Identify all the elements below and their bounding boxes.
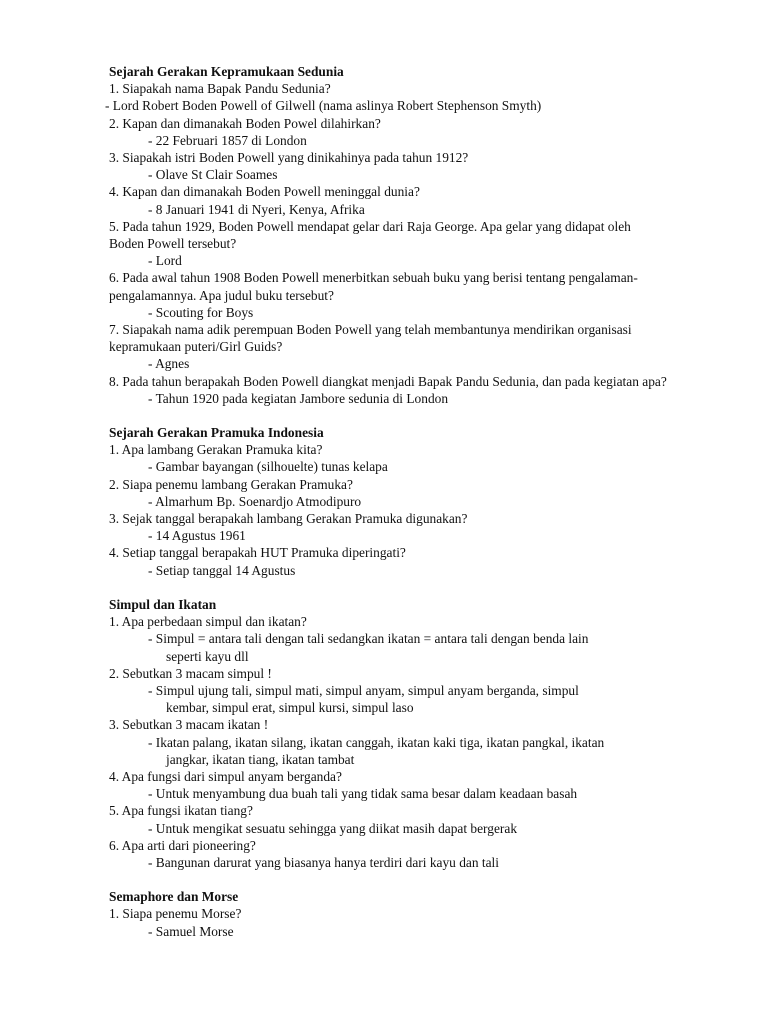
answer bbox=[109, 166, 669, 183]
question: 1. Siapakah nama Bapak Pandu Sedunia? bbox=[109, 81, 331, 97]
document-body bbox=[105, 63, 669, 957]
answer-line: - Almarhum Bp. Soenardjo Atmodipuro bbox=[148, 493, 362, 509]
answer-line: - Lord bbox=[148, 253, 182, 269]
answer bbox=[109, 923, 669, 940]
answer-line: - Tahun 1920 pada kegiatan Jambore sedunia di London bbox=[148, 390, 449, 406]
answer bbox=[109, 527, 669, 544]
answer bbox=[109, 390, 669, 407]
answer bbox=[109, 562, 669, 579]
answer bbox=[109, 785, 669, 802]
answer-line: - Untuk menyambung dua buah tali yang tidak sama besar dalam keadaan basah bbox=[148, 786, 578, 802]
answer-continuation: jangkar, ikatan tiang, ikatan tambat bbox=[166, 751, 355, 767]
answer bbox=[109, 355, 669, 372]
question: 2. Sebutkan 3 macam simpul ! bbox=[109, 665, 272, 681]
answer-line: - Ikatan palang, ikatan silang, ikatan canggah, ikatan kaki tiga, ikatan pangkal, ikatan bbox=[148, 734, 605, 750]
question: 7. Siapakah nama adik perempuan Boden Powell yang telah membantunya mendirikan organisasi kepramukaan puteri/Girl Guids? bbox=[109, 322, 632, 355]
question: 4. Apa fungsi dari simpul anyam berganda? bbox=[109, 768, 342, 784]
section-heading: Simpul dan Ikatan bbox=[109, 596, 217, 612]
question: 6. Apa arti dari pioneering? bbox=[109, 837, 256, 853]
answer-line: - Simpul ujung tali, simpul mati, simpul anyam, simpul anyam berganda, simpul bbox=[148, 682, 579, 698]
answer-continuation: seperti kayu dll bbox=[166, 648, 249, 664]
answer-line: - Bangunan darurat yang biasanya hanya terdiri dari kayu dan tali bbox=[148, 854, 500, 870]
answer bbox=[109, 132, 669, 149]
answer-line: - 14 Agustus 1961 bbox=[148, 528, 246, 544]
answer-line: - Agnes bbox=[148, 356, 190, 372]
answer-line: - Gambar bayangan (silhouelte) tunas kelapa bbox=[148, 459, 388, 475]
question: 5. Apa fungsi ikatan tiang? bbox=[109, 803, 253, 819]
section bbox=[105, 63, 669, 407]
answer-line: - 8 Januari 1941 di Nyeri, Kenya, Afrika bbox=[148, 201, 365, 217]
answer-line: - Olave St Clair Soames bbox=[148, 167, 278, 183]
question: 5. Pada tahun 1929, Boden Powell mendapat gelar dari Raja George. Apa gelar yang didapat oleh Boden Powell tersebut? bbox=[109, 218, 631, 252]
question: 2. Siapa penemu lambang Gerakan Pramuka? bbox=[109, 476, 353, 492]
section-heading: Sejarah Gerakan Kepramukaan Sedunia bbox=[109, 64, 344, 79]
question: 1. Siapa penemu Morse? bbox=[109, 906, 242, 922]
answer-line: - Lord Robert Boden Powell of Gilwell (nama aslinya Robert Stephenson Smyth) bbox=[105, 98, 542, 114]
answer bbox=[109, 493, 669, 510]
answer bbox=[109, 458, 669, 475]
question: 4. Setiap tanggal berapakah HUT Pramuka diperingati? bbox=[109, 545, 406, 561]
question: 3. Sejak tanggal berapakah lambang Gerakan Pramuka digunakan? bbox=[109, 511, 468, 527]
answer bbox=[109, 734, 669, 768]
answer-line: - Scouting for Boys bbox=[148, 304, 254, 320]
section-heading: Semaphore dan Morse bbox=[109, 889, 239, 905]
question: 2. Kapan dan dimanakah Boden Powel dilahirkan? bbox=[109, 115, 381, 131]
question: 1. Apa lambang Gerakan Pramuka kita? bbox=[109, 442, 323, 458]
answer-continuation: kembar, simpul erat, simpul kursi, simpul laso bbox=[166, 700, 414, 716]
answer bbox=[109, 854, 669, 871]
answer-line: - Simpul = antara tali dengan tali sedangkan ikatan = antara tali dengan benda lain bbox=[148, 631, 589, 647]
question: 3. Sebutkan 3 macam ikatan ! bbox=[109, 717, 269, 733]
question: 3. Siapakah istri Boden Powell yang dinikahinya pada tahun 1912? bbox=[109, 150, 469, 166]
answer bbox=[109, 630, 669, 664]
question: 1. Apa perbedaan simpul dan ikatan? bbox=[109, 614, 307, 630]
section bbox=[109, 888, 669, 940]
answer-line: - Setiap tanggal 14 Agustus bbox=[148, 562, 296, 578]
section-heading: Sejarah Gerakan Pramuka Indonesia bbox=[109, 425, 324, 441]
answer bbox=[105, 97, 669, 114]
answer bbox=[109, 820, 669, 837]
answer bbox=[109, 201, 669, 218]
answer bbox=[109, 304, 669, 321]
question: 4. Kapan dan dimanakah Boden Powell meninggal dunia? bbox=[109, 184, 420, 200]
answer-line: - Samuel Morse bbox=[148, 923, 234, 939]
answer bbox=[109, 682, 669, 716]
answer-line: - Untuk mengikat sesuatu sehingga yang diikat masih dapat bergerak bbox=[148, 820, 518, 836]
question: 6. Pada awal tahun 1908 Boden Powell menerbitkan sebuah buku yang berisi tentang pengalaman-pengalamannya. Apa judul buku tersebut? bbox=[109, 270, 638, 303]
section bbox=[109, 424, 669, 579]
question: 8. Pada tahun berapakah Boden Powell diangkat menjadi Bapak Pandu Sedunia, dan pada kegiatan apa? bbox=[109, 373, 667, 389]
answer-line: - 22 Februari 1857 di London bbox=[148, 132, 307, 148]
answer bbox=[109, 252, 669, 269]
section bbox=[109, 596, 669, 871]
